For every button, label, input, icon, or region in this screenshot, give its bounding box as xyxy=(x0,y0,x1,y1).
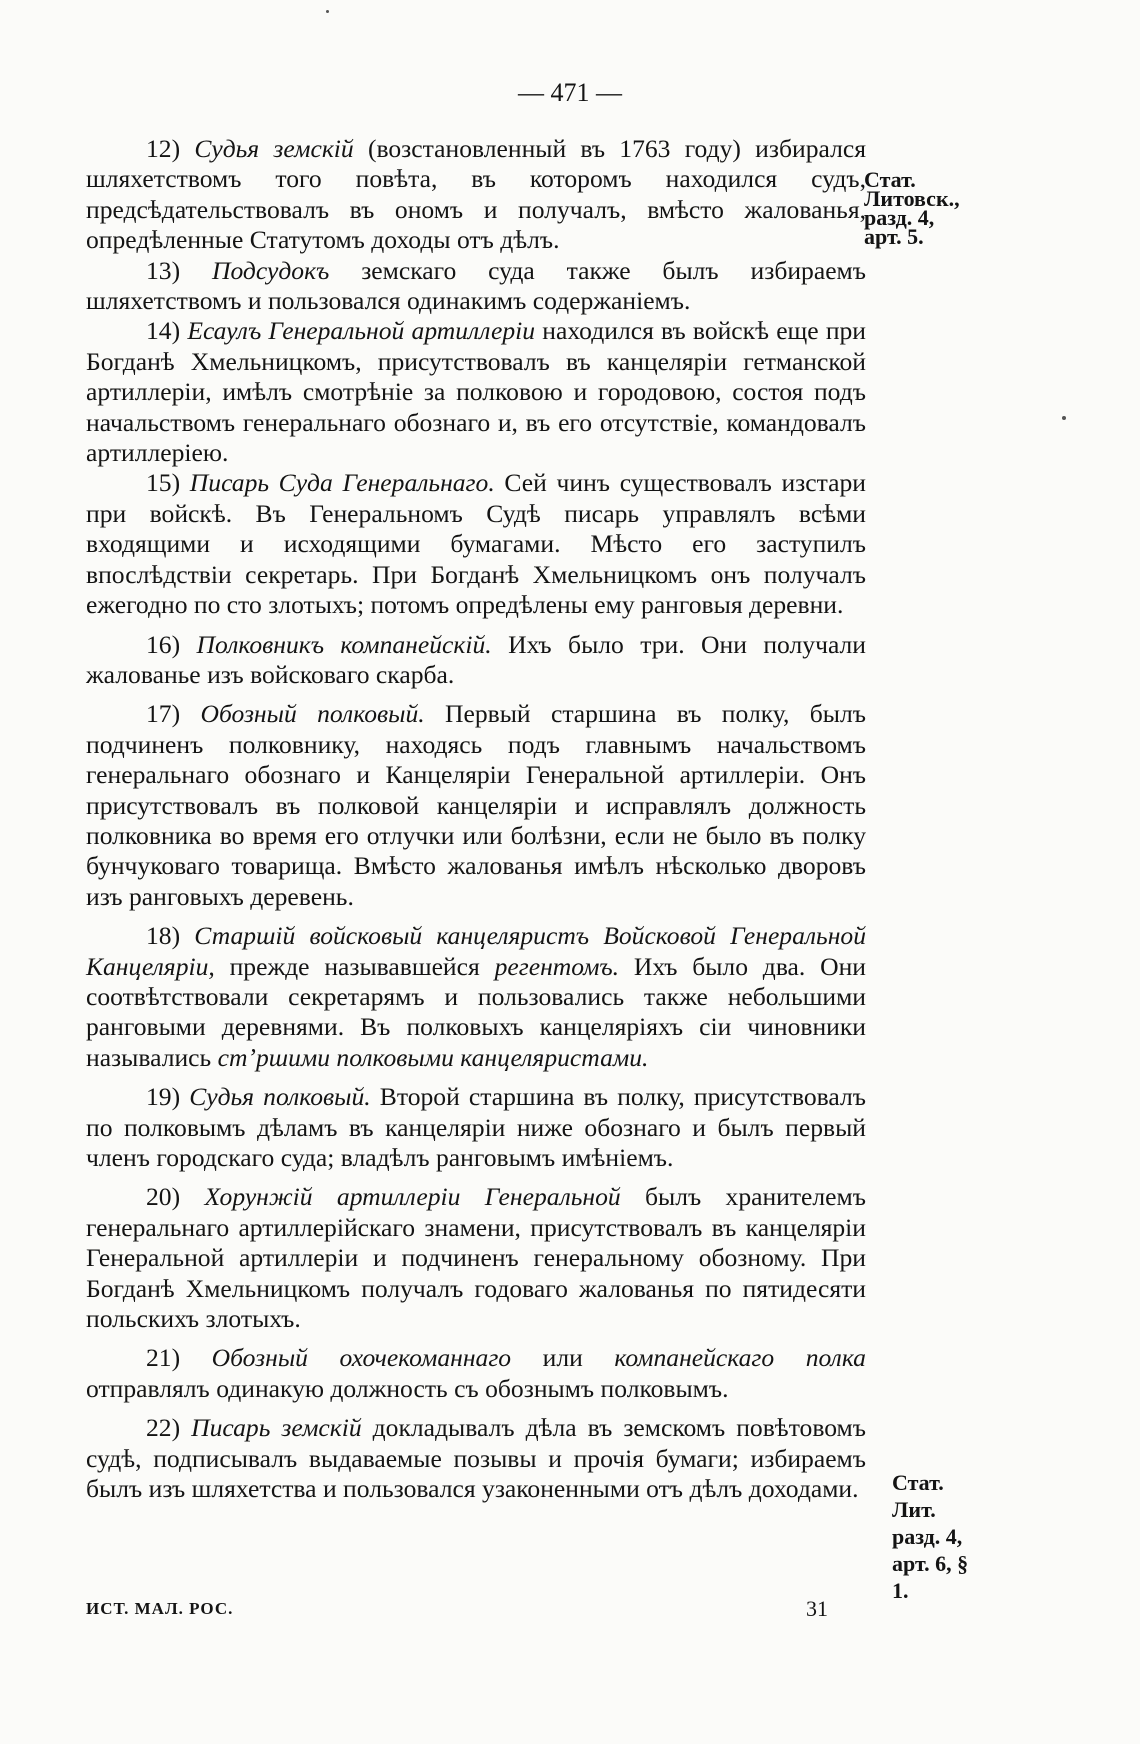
paragraph-title: Судья земскій xyxy=(194,134,354,163)
margin-note-statute-2: Стат. Лит. разд. 4, арт. 6, § 1. xyxy=(892,1470,969,1603)
paragraph-number: 22) xyxy=(146,1413,181,1443)
margin-note-statute-1: Стат. Литовск., разд. 4, арт. 5. xyxy=(864,167,960,249)
paragraph-text: Второй старшина въ полку, присутствовалъ по полковымъ дѣламъ въ канцеляріи ниже обознаго и былъ первый членъ городскаго суда; владѣлъ ранговымъ имѣніемъ. xyxy=(86,1082,866,1172)
paragraph-22 xyxy=(86,1413,866,1504)
paragraph-number: 17) xyxy=(146,699,181,729)
paragraph-title: Обозный полковый. xyxy=(200,699,425,729)
paragraph-title: Судья полковый. xyxy=(189,1082,371,1112)
paragraph-term-final: стʼршими полковыми канцеляристами. xyxy=(217,1042,649,1072)
paragraph-term: компанейскаго полка xyxy=(614,1343,866,1373)
paragraph-text: былъ хранителемъ генеральнаго артиллерійскаго знамени, присутствовалъ въ канцеляріи Генеральной артиллеріи и подчиненъ генеральному обозному. При Богданѣ Хмельницкомъ получалъ годоваго жалованья по пятидесяти польскихъ злотыхъ. xyxy=(86,1182,866,1334)
paragraph-text: докладывалъ дѣла въ земскомъ повѣтовомъ судѣ, подписывалъ выдаваемые позывы и прочія бумаги; избираемъ былъ изъ шляхетства и пользовался узаконенными отъ дѣлъ доходами. xyxy=(86,1413,866,1504)
footer-sheet-number: 31 xyxy=(806,1596,828,1621)
paragraph-title: Подсудокъ xyxy=(211,255,330,285)
paragraph-20 xyxy=(86,1182,866,1334)
paragraph-title: Полковникъ компанейскій. xyxy=(196,629,492,659)
paragraph-text: (возстановленный въ 1763 году) избирался шляхетствомъ того повѣта, въ которомъ находился судъ, предсѣдательствовалъ въ ономъ и получалъ, вмѣсто жалованья, опредѣленные Статутомъ доходы отъ дѣлъ. xyxy=(86,134,866,255)
paragraph-14 xyxy=(86,316,866,468)
paragraph-text: Первый старшина въ полку, былъ подчиненъ полковнику, находясь подъ главнымъ начальствомъ генеральнаго обознаго и Канцеляріи Генеральной артиллеріи. Онъ присутствовалъ въ полковой канцеляріи и исправлялъ должность полковника во время его отлучки или болѣзни, если не было въ полку бунчуковаго товарища. Вмѣсто жалованья имѣлъ нѣсколько дворовъ изъ ранговыхъ деревень. xyxy=(86,699,866,911)
paragraph-text: земскаго суда также былъ избираемъ шляхетствомъ и пользовался одинакимъ содержаніемъ. xyxy=(86,255,866,316)
paragraph-text-continued: Ихъ было два. Они соотвѣтствовали секретарямъ и пользовались также небольшими ранговыми деревнями. Въ полковыхъ канцеляріяхъ сіи чиновники назывались xyxy=(86,951,866,1072)
paragraph-number: 16) xyxy=(146,629,181,659)
paragraph-text: прежде называвшейся xyxy=(214,951,495,981)
paragraph-13 xyxy=(86,256,866,317)
paragraph-number: 21) xyxy=(146,1343,181,1373)
paragraph-title: Писарь земскій xyxy=(191,1413,362,1443)
page-number: — 471 — xyxy=(518,78,622,107)
paragraph-title: Есаулъ Генеральной артиллеріи xyxy=(187,316,536,346)
paragraph-19 xyxy=(86,1082,866,1173)
paragraph-number: 19) xyxy=(146,1082,181,1112)
footer-signature: ИСТ. МАЛ. РОС. xyxy=(86,1599,234,1618)
paragraph-number: 20) xyxy=(146,1182,181,1212)
paragraph-text-continued: отправлялъ одинакую должность съ обознымъ полковымъ. xyxy=(86,1373,729,1403)
paragraph-16 xyxy=(86,630,866,691)
paragraph-term: регентомъ. xyxy=(494,951,620,981)
print-speck xyxy=(1062,416,1066,420)
paragraph-text: Сей чинъ существовалъ изстари при войскѣ. Въ Генеральномъ Судѣ писарь управлялъ всѣми входящими и исходящими бумагами. Мѣсто его заступилъ впослѣдствіи секретарь. При Богданѣ Хмельницкомъ онъ получалъ ежегодно по сто злотыхъ; потомъ опредѣлены ему ранговыя деревни. xyxy=(86,468,866,620)
paragraph-12 xyxy=(86,134,866,256)
body-text xyxy=(86,134,866,1504)
print-speck xyxy=(326,10,329,13)
paragraph-text: находился въ войскѣ еще при Богданѣ Хмельницкомъ, присутствовалъ въ канцеляріи гетманской артиллеріи, имѣлъ смотрѣніе за полковою и городовою, состоя подъ начальствомъ генеральнаго обознаго и, въ его отсутствіе, командовалъ артиллеріею. xyxy=(86,316,867,468)
paragraph-text: или xyxy=(511,1343,615,1373)
paragraph-number: 13) xyxy=(146,255,181,285)
paragraph-17 xyxy=(86,699,866,912)
paragraph-text: Ихъ было три. Они получали жалованье изъ войсковаго скарба. xyxy=(86,629,867,689)
paragraph-title: Хорунжій артиллеріи Генеральной xyxy=(204,1182,621,1212)
paragraph-number: 12) xyxy=(146,134,181,163)
paragraph-15 xyxy=(86,468,866,620)
paragraph-title: Старшій войсковый канцеляристъ Войсковой Генеральной Канцеляріи, xyxy=(86,921,866,981)
paragraph-21 xyxy=(86,1343,866,1404)
paragraph-title: Писарь Суда Генеральнаго. xyxy=(189,468,495,498)
paragraph-number: 18) xyxy=(146,921,181,951)
paragraph-18 xyxy=(86,921,866,1073)
paragraph-number: 15) xyxy=(146,468,181,498)
paragraph-number: 14) xyxy=(146,316,181,346)
paragraph-title: Обозный охочекоманнаго xyxy=(211,1343,512,1373)
